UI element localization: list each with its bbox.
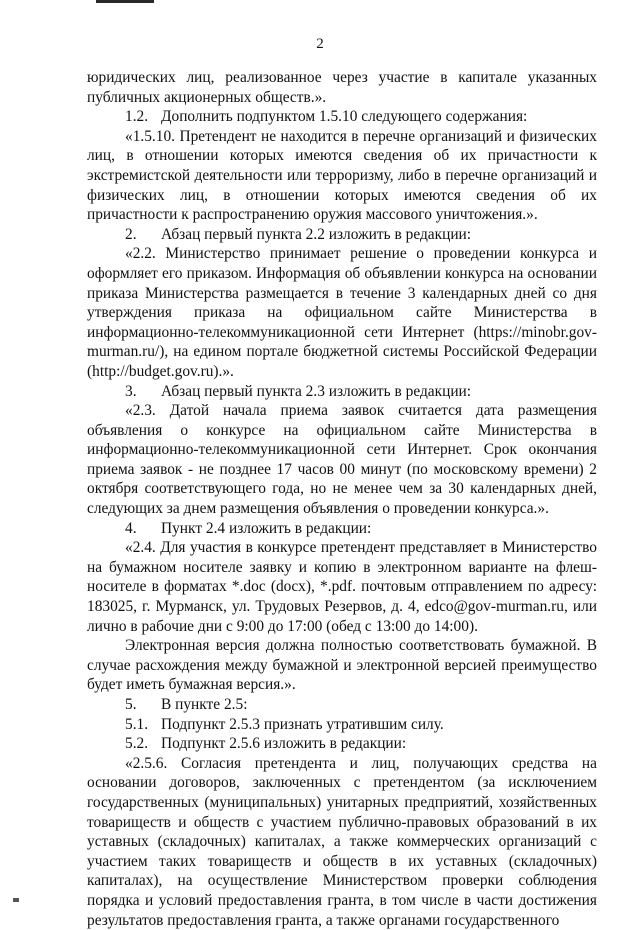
paragraph: «2.4. Для участия в конкурсе претендент представляет в Министерство на бумажном носителе заявку и копию в электронном варианте на флеш-носителе в форматах *.doc (docx), *.pdf. почтовым отправлением по адресу: 183025, г. Мурманск, ул. Трудовых Резервов, д. 4, edco@gov-murman.ru, или лично в рабочие дни с 9:00 до 17:00 (обед с 13:00 до 14:00).: [87, 539, 597, 635]
paragraph: [87, 695, 597, 715]
paragraph: юридических лиц, реализованное через участие в капитале указанных публичных акционерных обществ.».: [87, 69, 597, 106]
item-text: Дополнить подпунктом 1.5.10 следующего содержания:: [161, 108, 528, 126]
item-text: В пункте 2.5:: [161, 696, 248, 713]
paragraph: «2.5.6. Согласия претендента и лиц, получающих средства на основании договоров, заключенных с претендентом (за исключением государственных (муниципальных) унитарных предприятий, хозяйственных товариществ и обществ с участием публично-правовых образований в их уставных (складочных) капиталах, а также коммерческих организаций с участием таких товариществ и обществ в их уставных (складочных) капиталах), на осуществление Министерством проверки соблюдения порядка и условий предоставления гранта, в том числе в части достижения результатов предоставления гранта, а также органами государственного: [87, 754, 597, 929]
paragraph: [87, 107, 597, 127]
paragraph: [87, 715, 597, 735]
item-text: Пункт 2.4 изложить в редакции:: [161, 519, 372, 537]
item-number: 5.1.: [125, 715, 149, 733]
paragraph: «2.3. Датой начала приема заявок считается дата размещения объявления о конкурсе на официальном сайте Министерства в информационно-телекоммуникационной сети Интернет. Срок окончания приема заявок - не позднее 17 часов 00 минут (по московскому времени) 2 октября соответствующего года, но не менее чем за 30 календарных дней, следующих за днем размещения объявления о проведении конкурса.».: [87, 402, 597, 518]
paragraph: Электронная версия должна полностью соответствовать бумажной. В случае расхождения между бумажной и электронной версией преимущество будет иметь бумажная версия.».: [87, 637, 597, 694]
paragraph: [87, 734, 597, 754]
item-number: 2.: [125, 225, 137, 243]
item-number: 5.2.: [125, 735, 149, 753]
item-number: 5.: [125, 696, 137, 713]
item-text: Абзац первый пункта 2.2 изложить в редакции:: [161, 225, 472, 243]
paragraph: «1.5.10. Претендент не находится в перечне организаций и физических лиц, в отношении которых имеются сведения об их причастности к экстремистской деятельности или терроризму, либо в перечне организаций и физических лиц, в отношении которых имеются сведения об их причастности к распространению оружия массового уничтожения.».: [87, 127, 597, 224]
item-number: 3.: [125, 382, 137, 400]
paragraph: [87, 519, 597, 539]
paragraph: [87, 382, 597, 402]
item-text: Подпункт 2.5.3 признать утратившим силу.: [161, 715, 444, 733]
item-text: Подпункт 2.5.6 изложить в редакции:: [161, 735, 407, 753]
document-body: [87, 68, 597, 930]
item-number: 1.2.: [125, 108, 149, 126]
scan-mark-corner: [13, 898, 19, 902]
paragraph: «2.2. Министерство принимает решение о проведении конкурса и оформляет его приказом. Информация об объявлении конкурса на основании приказа Министерства размещается в течение 3 календарных дней со дня утверждения приказа на официальном сайте Министерства в информационно-телекоммуникационной сети Интернет (https://minobr.gov-murman.ru/), на едином портале бюджетной системы Российской Федерации (http://budget.gov.ru).».: [87, 245, 597, 380]
paragraph: [87, 225, 597, 245]
item-number: 4.: [125, 519, 137, 537]
page-number: 2: [316, 36, 324, 52]
scan-mark-top: [96, 0, 154, 3]
item-text: Абзац первый пункта 2.3 изложить в редакции:: [161, 382, 472, 400]
